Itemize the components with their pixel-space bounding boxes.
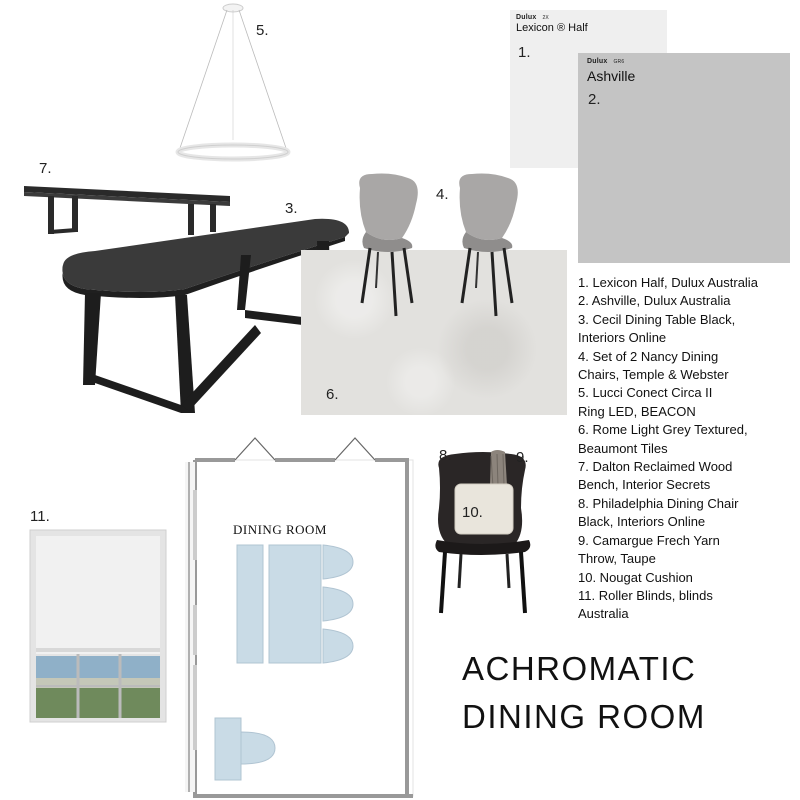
item-number-9: 9. [516, 449, 529, 466]
item-number-4: 4. [436, 186, 449, 203]
swatch-name: Ashville [587, 68, 636, 84]
grey-chairs-image [352, 168, 562, 323]
swatch-number: 2. [588, 91, 601, 108]
legend-line: Beaumont Tiles [578, 440, 668, 456]
legend-line: Black, Interiors Online [578, 514, 706, 530]
legend-line: 5. Lucci Conect Circa II [578, 385, 713, 401]
legend-line: 1. Lexicon Half, Dulux Australia [578, 275, 758, 290]
legend-line: 9. Camargue Frech Yarn [578, 532, 720, 548]
item-legend [578, 274, 800, 624]
item-number-11: 11. [30, 508, 50, 525]
swatch-ashville [578, 53, 790, 263]
swatch-name: Lexicon ® Half [516, 22, 588, 34]
floor-plan-label: DINING ROOM [233, 522, 327, 537]
legend-line: 2. Ashville, Dulux Australia [578, 293, 731, 309]
swatch-brand: Dulux 2X [516, 14, 549, 21]
title-line-1: ACHROMATIC [462, 650, 697, 687]
item-number-5: 5. [256, 22, 269, 39]
item-number-7: 7. [39, 160, 52, 177]
item-number-3: 3. [285, 200, 298, 217]
swatch-number: 1. [518, 44, 531, 61]
legend-line: 3. Cecil Dining Table Black, [578, 311, 736, 327]
item-number-6: 6. [326, 386, 339, 403]
pendant-light-image [170, 0, 300, 170]
legend-line: Throw, Taupe [578, 551, 656, 567]
swatch-brand: Dulux GR6 [587, 58, 625, 65]
legend-line: Australia [578, 606, 629, 622]
item-number-8: 8. [439, 447, 452, 464]
item-number-10: 10. [462, 504, 483, 521]
legend-line: Bench, Interior Secrets [578, 477, 711, 493]
black-chair-image [425, 448, 540, 618]
title-line-2: DINING ROOM [462, 698, 706, 735]
roller-blind-image [28, 528, 168, 724]
legend-line: 10. Nougat Cushion [578, 569, 693, 585]
legend-line: Chairs, Temple & Webster [578, 367, 729, 383]
legend-line: 6. Rome Light Grey Textured, [578, 422, 748, 438]
legend-line: Ring LED, BEACON [578, 403, 696, 419]
legend-line: 8. Philadelphia Dining Chair [578, 495, 739, 511]
floor-plan [185, 430, 415, 800]
board-title [462, 645, 762, 741]
legend-line: 11. Roller Blinds, blinds [578, 587, 713, 603]
legend-line: Interiors Online [578, 330, 667, 346]
legend-line: 4. Set of 2 Nancy Dining [578, 348, 719, 364]
legend-line: 7. Dalton Reclaimed Wood [578, 459, 733, 475]
